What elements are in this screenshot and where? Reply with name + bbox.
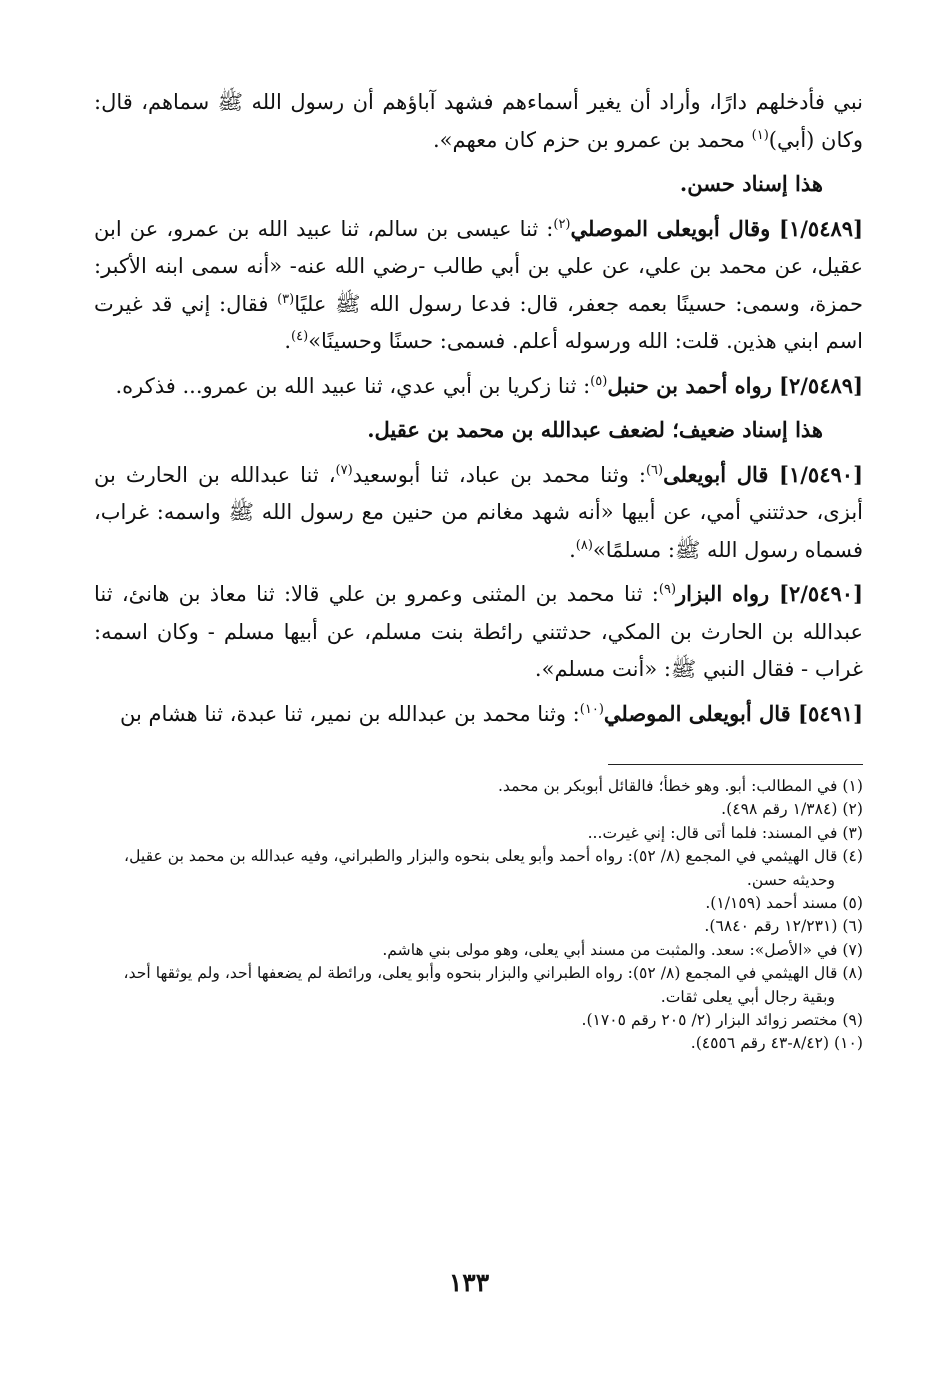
- footnote-ref: (٦): [645, 462, 664, 478]
- hadith-heading: [٢/٥٤٨٩] رواه أحمد بن حنبل: [607, 372, 863, 398]
- page-number: ١٣٣: [448, 1268, 490, 1297]
- hadith-heading: [٢/٥٤٩٠] رواه البزار: [676, 581, 863, 606]
- footnote-item: (٧) في «الأصل»: سعد. والمثبت من مسند أبي يعلى، وهو مولى بني هاشم.: [382, 940, 863, 959]
- footnote-separator: [608, 764, 863, 765]
- hadith-text: .: [569, 537, 576, 562]
- footnote-ref: (١): [751, 127, 769, 143]
- footnote-ref: (٨): [575, 537, 593, 553]
- footnote-ref: (٢): [553, 216, 571, 232]
- hadith-text: نبي فأدخلهم دارًا، وأراد أن يغير أسماءهم فشهد آباؤهم أن رسول الله ﷺ سماهم، قال: وكان (أبي): [94, 90, 863, 152]
- footnote-ref: (٥): [590, 373, 608, 389]
- isnad-grade: [94, 165, 863, 204]
- hadith-text: ، ثنا عبدالله بن الحارث بن أبزى، حدثتني أمي، عن أبيها «أنه شهد مغانم من حنين مع رسول الله ﷺ واسمه: غراب، فسماه رسول الله ﷺ: مسلمًا»: [94, 462, 863, 562]
- footnote-item: (٤) قال الهيثمي في المجمع (٨/ ٥٢): رواه أحمد وأبو يعلى بنحوه والبزار والطبراني، وفيه عبدالله بن محمد بن عقيل، وحديثه حسن.: [124, 847, 863, 889]
- footnote-ref: (٣): [277, 291, 295, 307]
- footnote-item: (٨) قال الهيثمي في المجمع (٨/ ٥٢): رواه الطبراني والبزار بنحوه وأبو يعلى، ورائطة لم يضعفها أحد، ولم يوثقها أحد، وبقية رجال أبي يعلى ثقات.: [123, 964, 863, 1006]
- footnote-item: (٦) (١٢/٢٣١ رقم ٦٨٤٠).: [704, 917, 863, 936]
- isnad-grade: [94, 411, 863, 450]
- book-page: [94, 84, 863, 1336]
- footnote-item: (٣) في المسند: فلما أتى قال: إني غيرت...: [587, 823, 863, 842]
- footnote-ref: (٤): [291, 329, 309, 344]
- footnote-item: (٥) مسند أحمد (١/١٥٩).: [705, 894, 863, 913]
- footnotes: [94, 775, 863, 1056]
- footnote-item: (٩) مختصر زوائد البزار (٢/ ٢٠٥ رقم ١٧٠٥).: [581, 1011, 863, 1030]
- footnote-item: (١) في المطالب: أبو. وهو خطأ؛ فالقائل أبوبكر بن محمد.: [497, 777, 863, 795]
- hadith-heading: هذا إسناد ضعيف؛ لضعف عبدالله بن محمد بن عقيل.: [367, 417, 823, 442]
- hadith-text: فقال: إني قد غيرت اسم ابني هذين. قلت: الله ورسوله أعلم. فسمى: حسنًا وحسينًا»: [94, 291, 863, 353]
- hadith-paragraph: [94, 84, 863, 159]
- hadith-heading: هذا إسناد حسن.: [679, 171, 823, 196]
- hadith-text: : ثنا محمد بن المثنى وعمرو بن علي قالا: ثنا معاذ بن هانئ، ثنا عبدالله بن الحارث بن المكي، حدثتني رائطة بنت مسلم، عن أبيها مسلم - وكان اسمه: غراب - فقال النبي ﷺ: «أنت مسلم».: [94, 582, 863, 681]
- footnote-item: (١٠) (٨/٤٢-٤٣ رقم ٤٥٥٦).: [690, 1034, 863, 1053]
- hadith-text: : وثنا محمد بن عباد، ثنا أبوسعيد: [352, 462, 646, 487]
- footnote-ref: (٩): [658, 582, 677, 597]
- hadith-text: محمد بن عمرو بن حزم كان معهم».: [432, 127, 752, 152]
- hadith-text: : ثنا عيسى بن سالم، ثنا عبيد الله بن عمرو، عن ابن عقيل، عن محمد بن علي، عن علي بن أبي طالب -رضي الله عنه- «أنه سمى ابنه الأكبر: حمزة، وسمى: حسينًا بعمه جعفر، قال: فدعا رسول الله ﷺ عليًا: [94, 216, 863, 316]
- hadith-paragraph: [94, 456, 863, 570]
- hadith-paragraph: [94, 575, 863, 689]
- hadith-paragraph: [94, 367, 863, 406]
- hadith-heading: [١/٥٤٨٩] وقال أبويعلى الموصلي: [570, 215, 863, 241]
- hadith-heading: [٥٤٩١] قال أبويعلى الموصلي: [603, 700, 863, 726]
- footnote-ref: (١٠): [579, 701, 604, 717]
- hadith-paragraph: [94, 210, 863, 361]
- hadith-text: : وثنا محمد بن عبدالله بن نمير، ثنا عبدة، ثنا هشام بن: [120, 701, 580, 726]
- footnote-item: (٢) (١/٣٨٤ رقم ٤٩٨).: [721, 800, 863, 819]
- footnote-ref: (٧): [335, 462, 353, 478]
- hadith-heading: [١/٥٤٩٠] قال أبويعلى: [663, 461, 863, 487]
- hadith-text: .: [284, 329, 292, 353]
- main-text: [94, 84, 863, 733]
- hadith-text: : ثنا زكريا بن أبي عدي، ثنا عبيد الله بن عمرو... فذكره.: [115, 373, 591, 398]
- hadith-paragraph: [94, 695, 863, 734]
